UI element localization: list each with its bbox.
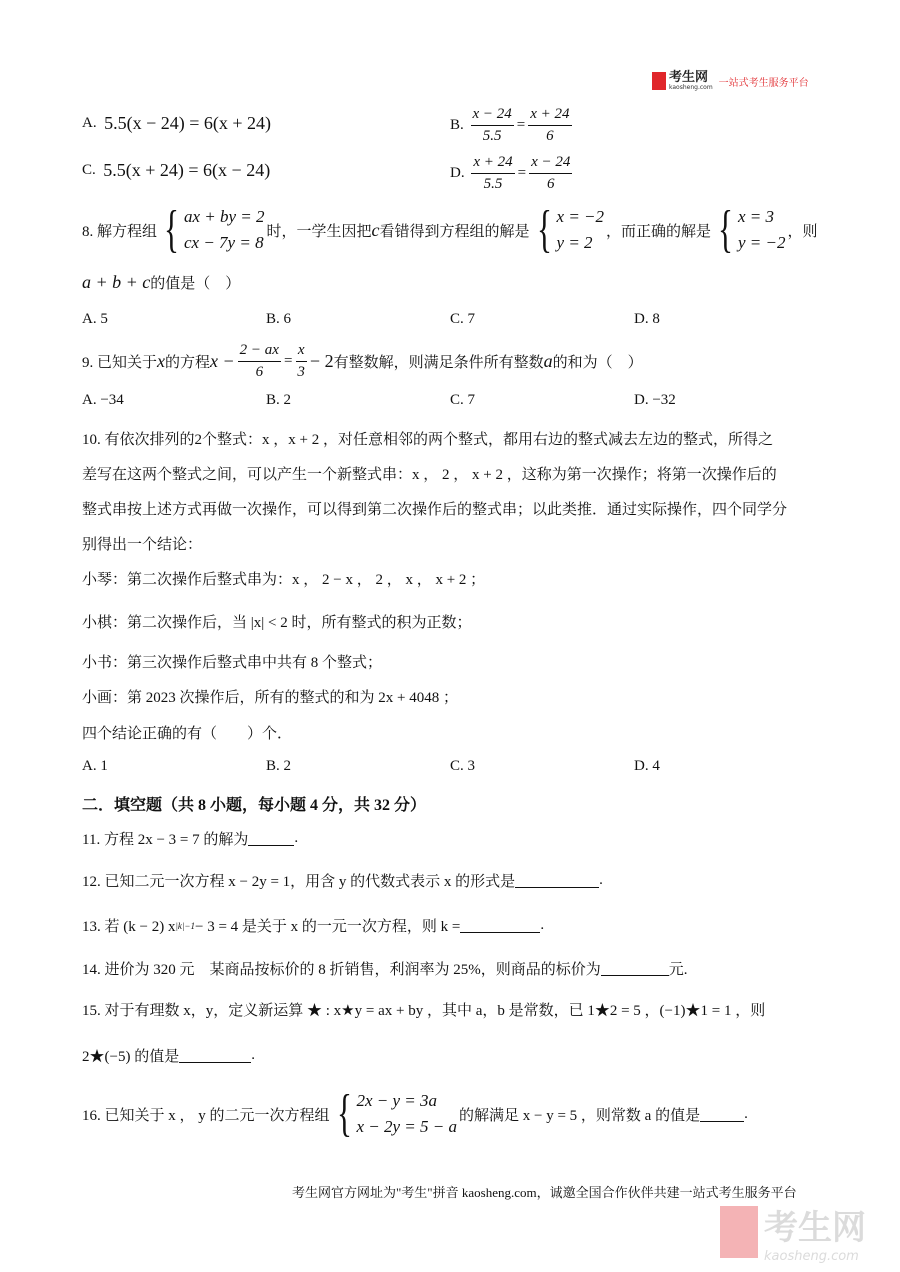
q8-option-b: B. 6 <box>266 311 292 327</box>
q12: 12. 已知二元一次方程 x − 2y = 1，用含 y 的代数式表示 x 的形式是 . <box>82 872 603 890</box>
watermark-icon <box>720 1206 758 1258</box>
q10-conclusion-4: 小画：第 2023 次操作后，所有的整式的和为 2x + 4048 ； <box>82 690 458 706</box>
header-logo <box>652 71 809 91</box>
q10-option-b: B. 2 <box>266 758 292 774</box>
q8-option-c: C. 7 <box>450 311 476 327</box>
q10-ask: 四个结论正确的有（ ）个． <box>82 726 293 742</box>
q8-option-a: A. 5 <box>82 311 108 327</box>
brand-name: 考生网 <box>669 70 709 85</box>
q7-option-b: B. $\frac{x - 24}{5.5}$ = $\frac{x + 24}{6}$ <box>450 106 570 144</box>
q10-conclusion-3: 小书：第三次操作后整式串中共有 8 个整式； <box>82 655 383 671</box>
q9-option-d: D. −32 <box>634 392 676 408</box>
logo-icon <box>652 72 666 90</box>
q15-line-1: 15. 对于有理数 x，y，定义新运算 ★ : x★y = ax + by ，其中 a，b 是常数，已 1★2 = 5 ，(−1)★1 = 1 ，则 <box>82 1003 766 1019</box>
section-heading: 二．填空题（共 8 小题，每小题 4 分，共 32 分） <box>82 797 427 814</box>
slogan: 一站式考生服务平台 <box>718 77 809 89</box>
brand-domain: kaosheng.com <box>669 84 713 91</box>
q15-line-2: 2★(−5) 的值是 . <box>82 1047 255 1065</box>
q10-conclusion-1: 小琴：第二次操作后整式串为：x ， 2 − x ， 2 ， x ， x + 2 ； <box>82 572 486 588</box>
q9-stem: 9. 已知关于 x 的方程 x − $\frac{2 - ax}{6}$ = $\frac{x}{3}$ − 2 有整数解，则满足条件所有整数 a 的和为（ ） <box>82 342 643 380</box>
q14: 14. 进价为 320 元 某商品按标价的 8 折销售，利润率为 25%，则商品的标价为 元. <box>82 962 688 978</box>
q10-line: 10. 有依次排列的2个整式：x ，x + 2 ，对任意相邻的两个整式，都用右边的整式减去左边的整式，所得之 <box>82 432 773 448</box>
q10-conclusion-2: 小棋：第二次操作后，当 |x| < 2 时，所有整式的积为正数； <box>82 615 472 631</box>
q10-option-d: D. 4 <box>634 758 660 774</box>
q9-option-b: B. 2 <box>266 392 292 408</box>
q9-option-a: A. −34 <box>82 392 124 408</box>
q16: 16. 已知关于 x ， y 的二元一次方程组 { 2x − y = 3a x − 2y = 5 − a 的解满足 x − y = 5 ，则常数 a 的值是 . <box>82 1085 748 1142</box>
watermark-logo: 考生网 kaosheng.com <box>720 1200 866 1264</box>
q10-line: 差写在这两个整式之间，可以产生一个新整式串：x ， 2 ， x + 2 ，这称为第一次操作；将第一次操作后的 <box>82 467 777 483</box>
q7-option-d: D. $\frac{x + 24}{5.5}$ = $\frac{x - 24}{6}$ <box>450 154 571 192</box>
q11: 11. 方程 2x − 3 = 7 的解为 . <box>82 830 299 848</box>
q8-stem-2: a + b + c 的值是（ ） <box>82 272 241 292</box>
q9-option-c: C. 7 <box>450 392 476 408</box>
q10-option-c: C. 3 <box>450 758 476 774</box>
q8-option-d: D. 8 <box>634 311 660 327</box>
q13: 13. 若 (k − 2) x |k|−1 − 3 = 4 是关于 x 的一元一次方程，则 k = . <box>82 917 545 935</box>
q8-stem: 8. 解方程组 { ax + by = 2 cx − 7y = 8 时，一学生因把 c 看错得到方程组的解是 { x = −2 y = 2 ，而正确的解是 { x = 3 y = −2 ，则 <box>82 201 818 258</box>
q10-line: 整式串按上述方式再做一次操作，可以得到第二次操作后的整式串；以此类推．通过实际操作，四个同学分 <box>82 502 788 518</box>
q10-option-a: A. 1 <box>82 758 108 774</box>
q7-option-c: C. 5.5(x + 24) = 6(x − 24) <box>82 160 271 180</box>
q7-option-a: A. 5.5(x − 24) = 6(x + 24) <box>82 113 272 133</box>
footer-text: 考生网官方网址为"考生"拼音 kaosheng.com，诚邀全国合作伙伴共建一站式考生服务平台 <box>292 1185 797 1200</box>
q10-line: 别得出一个结论： <box>82 537 203 553</box>
